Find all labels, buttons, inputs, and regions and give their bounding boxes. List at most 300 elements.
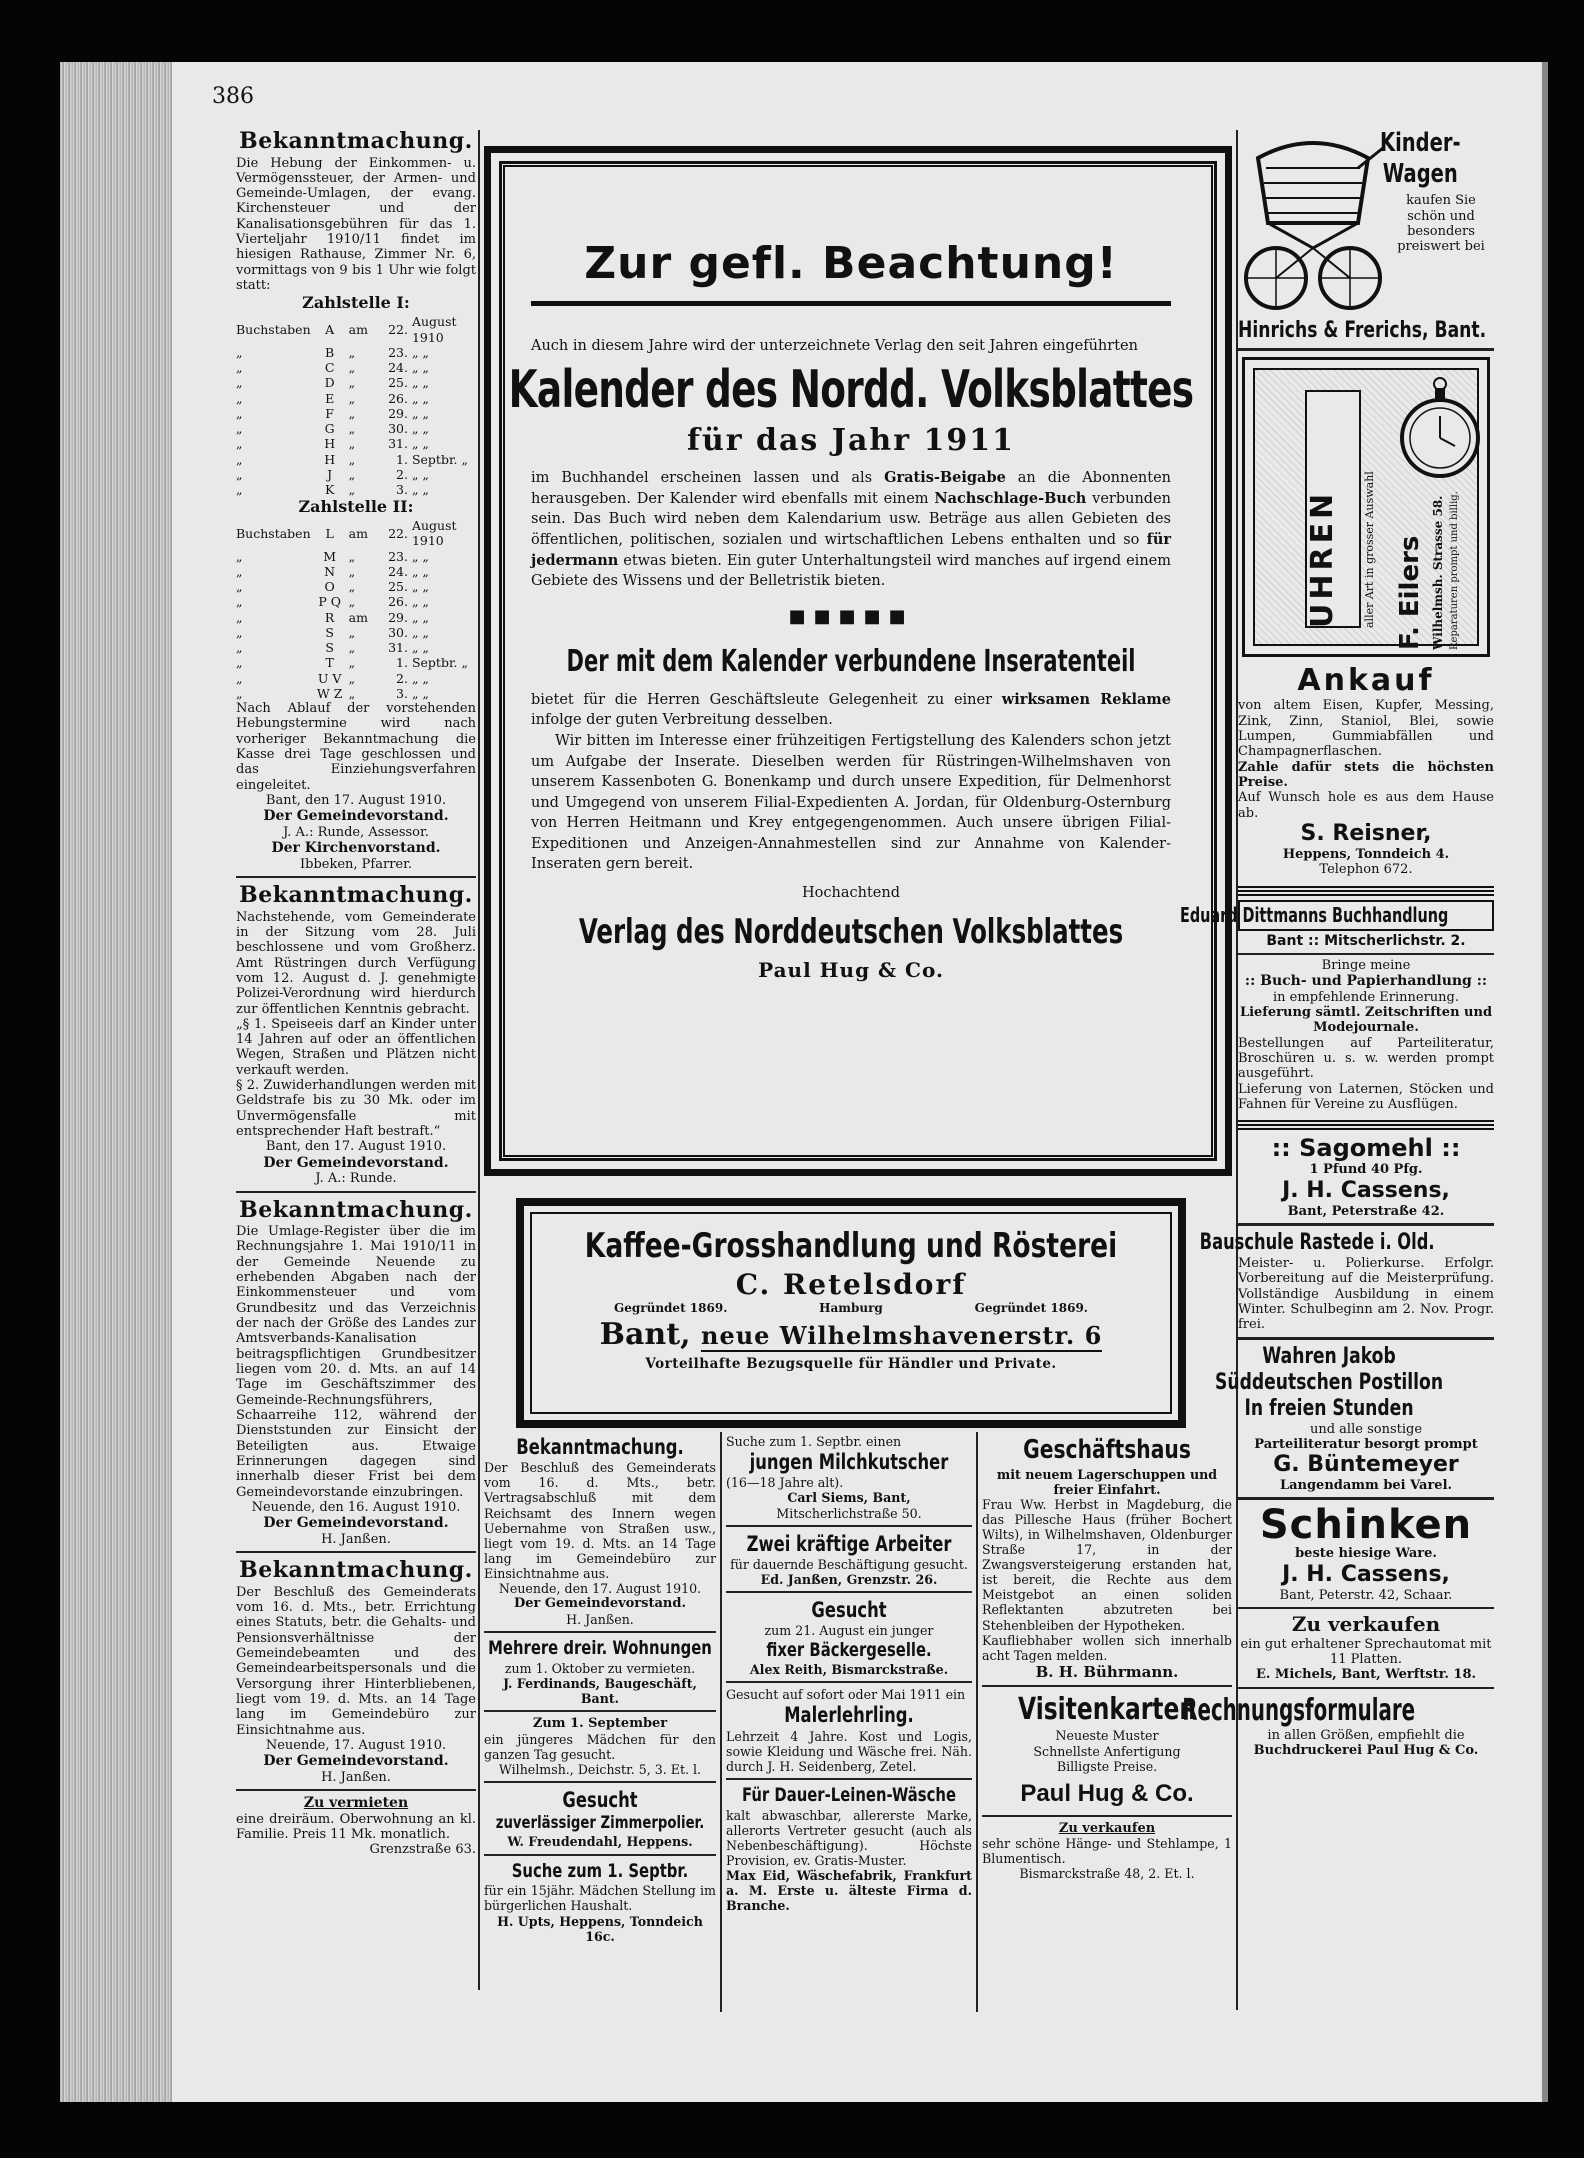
ad-title: Zum 1. September — [532, 1716, 668, 1732]
schedule-cell: August 1910 — [411, 518, 457, 549]
ad-title: Zu verkaufen — [1058, 1820, 1156, 1836]
divider — [236, 1551, 476, 1553]
schedule-cell: „ „ — [411, 390, 429, 406]
schedule-cell: „ — [348, 405, 356, 421]
notice-body: Der Beschluß des Gemeinderats vom 16. d. Mts., betr. Vertragsabschluß mit dem Reichsamt des Innern wegen Uebernahme von Straßen usw., liegt vom 19. d. Mts. an 14 Tage lang im Gemeindebüro zur Einsichtnahme aus. — [484, 1460, 716, 1582]
ad-maid-wanted — [484, 1716, 716, 1777]
divider — [484, 1710, 716, 1712]
schedule-cell: 31. — [388, 436, 408, 452]
notice-signer: H. Janßen. — [321, 1531, 391, 1547]
ad-body: kalt abwaschbar, allererste Marke, allerorts Vertreter gesucht (auch als Nebenbeschäftigung). Höchste Provision, ev. Gratis-Muster. — [726, 1807, 972, 1869]
notice-date: Bant, den 17. August 1910. — [265, 1139, 447, 1155]
ad-address: Wilhelmsh., Deichstr. 5, 3. Et. l. — [498, 1761, 702, 1777]
schedule-cell: W Z — [316, 685, 343, 701]
schedule-cell: U V — [317, 670, 342, 686]
schedule-row — [236, 579, 476, 594]
schedule-cell: „ „ — [411, 360, 429, 375]
ad-body: (16—18 Jahre alt). — [726, 1475, 844, 1491]
ad-title: jungen Milchkutscher — [749, 1450, 949, 1475]
ad-apartment-rent — [236, 1795, 476, 1858]
schedule-cell: 2. — [396, 466, 408, 482]
ad-position-wanted — [484, 1860, 716, 1944]
schedule-cell: „ — [348, 390, 356, 406]
schedule-cell: „ „ — [411, 466, 429, 482]
schedule-cell: „ — [236, 594, 243, 610]
schedule-cell: „ „ — [411, 563, 429, 579]
divider — [236, 1191, 476, 1193]
schedule-cell: C — [324, 360, 335, 375]
ad-line: Parteiliteratur besorgt prompt — [1254, 1436, 1478, 1452]
ad-address: Bant :: Mitscherlichstr. 2. — [1266, 933, 1466, 950]
divider — [236, 876, 476, 878]
ad-title: Zwei kräftige Arbeiter — [746, 1531, 952, 1556]
schedule-cell: „ — [348, 640, 356, 656]
ad-party-literature — [1215, 1343, 1494, 1494]
schedule-row — [236, 686, 476, 701]
ad-address: Bant, Peterstr. 42, Schaar. — [1279, 1587, 1453, 1603]
watch-word: UHREN — [1305, 489, 1340, 628]
ad-line: Lieferung sämtl. Zeitschriften und Modejournale. — [1239, 1004, 1493, 1036]
insert-section-headline: Der mit dem Kalender verbundene Inseratenteil — [566, 644, 1136, 680]
notice-title: Bekanntmachung. — [239, 1557, 473, 1584]
ad-line: in empfehlende Erinnerung. — [1273, 989, 1459, 1005]
schedule-cell: 26. — [388, 390, 408, 406]
ad-title: Schinken — [1259, 1502, 1473, 1549]
notice-tax-collection — [236, 128, 476, 872]
schedule-row — [236, 421, 476, 436]
text-span: infolge der guten Verbreitung desselben. — [531, 712, 833, 729]
notice-signer: H. Janßen. — [566, 1611, 634, 1627]
ad-line: Süddeutschen Postillon — [1215, 1369, 1444, 1395]
notice-outro: Nach Ablauf der vorstehenden Hebungstermine wird nach vorheriger Bekanntmachung die Kasse drei Tage geschlossen und das Einziehungsverfahren eingeleitet. — [236, 701, 476, 793]
divider — [236, 1789, 476, 1791]
ad-line: Buchdruckerei Paul Hug & Co. — [1253, 1743, 1479, 1759]
schedule-cell: 30. — [388, 421, 408, 436]
ad-title: Rechnungsformulare — [1182, 1692, 1416, 1728]
schedule-cell: „ — [236, 624, 243, 640]
schedule-cell: „ — [348, 563, 356, 579]
ad-body: Lehrzeit 4 Jahre. Kost und Logis, sowie Kleidung und Wäsche frei. Näh. durch J. H. Seidenberg, Zetel. — [726, 1728, 972, 1774]
schedule-cell: „ „ — [411, 670, 429, 686]
ad-milk-driver — [726, 1434, 972, 1521]
text-span: bietet für die Herren Geschäftsleute Gelegenheit zu einer — [531, 691, 993, 708]
notice-signature: Der Gemeindevorstand. — [263, 1154, 449, 1171]
schedule-cell: 30. — [388, 624, 408, 640]
ad-title: Suche zum 1. Septbr. — [511, 1859, 689, 1882]
schedule-cell: „ — [236, 655, 243, 671]
schedule-cell: „ „ — [411, 579, 429, 595]
ad-paragraph: Wir bitten im Interesse einer frühzeitigen Fertigstellung des Kalenders schon jetzt um Aufgabe der Inserate. Dieselben werden für Rüstringen-Wilhelmshaven von unserem Kassenboten G. Bonenkamp und durch unsere Expedition, für Delmenhorst und Umgegend von unserem Filial-Expedienten A. Jordan, für Oldenburg-Osternburg von Herren Heitmann und Krey entgegengenommen. Auch unsere übrigen Filial-Expeditionen und Anzeigen-Annahmestellen sind zur Annahme von Kalender-Inseraten gern bereit. — [531, 733, 1171, 873]
notice-levy-register — [236, 1197, 476, 1548]
schedule-row — [236, 594, 476, 609]
ad-body: Auf Wunsch hole es aus dem Hause ab. — [1238, 790, 1494, 821]
firm-name: Hinrichs & Frerichs, Bant. — [1238, 318, 1487, 343]
schedule-cell: „ — [236, 609, 243, 625]
notice-date: Neuende, 17. August 1910. — [265, 1737, 447, 1753]
schedule-cell: „ „ — [411, 594, 429, 610]
schedule-cell: „ „ — [411, 624, 429, 640]
sub-line: in grosser Auswahl — [1363, 471, 1376, 578]
schedule-cell: „ — [236, 421, 243, 436]
schedule-cell: „ „ — [411, 344, 429, 360]
ad-body: Kaufliebhaber wollen sich innerhalb acht Tagen melden. — [982, 1632, 1232, 1663]
schedule-cell: 23. — [388, 548, 408, 564]
schedule-cell: Buchstaben — [236, 525, 311, 541]
schedule-cell: „ — [236, 563, 243, 579]
ad-firm: Ed. Janßen, Grenzstr. 26. — [760, 1572, 938, 1588]
notice-paragraph: „§ 1. Speiseeis darf an Kinder unter 14 Jahren auf oder an öffentlichen Wegen, Straßen und Plätzen nicht verkauft werden. — [236, 1016, 476, 1078]
ad-firm: Max Eid, Wäschefabrik, Frankfurt a. M. Erste u. älteste Firma d. Branche. — [726, 1868, 972, 1914]
ad-sago-flour — [1238, 1134, 1494, 1219]
ad-body: Frau Ww. Herbst in Magdeburg, die das Pillesche Haus (früher Bochert Wilts), in Wilhelmshaven, Oldenburger Straße 17, in der Zwangsversteigerung erstanden hat, ist bereit, die Rechte aus dem Meistgebot an einen soliden Reflektanten abzutreten bei Stehenbleiben der Hypotheken. — [982, 1496, 1232, 1633]
ad-firm: J. H. Cassens, — [1282, 1177, 1450, 1203]
divider — [982, 1815, 1232, 1817]
notice-title: Bekanntmachung. — [516, 1435, 684, 1459]
schedule-cell: „ — [348, 594, 356, 610]
ad-firm: Paul Hug & Co. — [1020, 1779, 1194, 1807]
schedule-row — [236, 625, 476, 640]
ad-pre: Gesucht auf sofort oder Mai 1911 ein — [726, 1687, 966, 1703]
schedule-cell: L — [325, 525, 334, 541]
schedule-cell: „ „ — [411, 405, 429, 421]
ad-body: ein gut erhaltener Sprechautomat mit 11 Platten. — [1240, 1636, 1492, 1667]
schedule-cell: „ — [348, 624, 356, 640]
lower-column-2 — [484, 1434, 716, 1944]
schedule-cell: S — [325, 624, 334, 640]
schedule-cell: „ — [348, 344, 356, 360]
schedule-cell: „ — [236, 405, 243, 421]
schedule-cell: 25. — [388, 375, 408, 391]
schedule-cell: 22. — [388, 525, 408, 541]
ad-body: von altem Eisen, Kupfer, Messing, Zink, Zinn, Staniol, Blei, sowie Lumpen, Gummiabfällen und Champagnerflaschen. — [1238, 698, 1494, 760]
ad-paragraph: Auch in diesem Jahre wird der unterzeichnete Verlag den seit Jahren eingeführten — [531, 338, 1138, 355]
ad-workers — [726, 1531, 972, 1587]
schedule-cell: O — [324, 579, 335, 595]
schedule-cell: „ — [236, 640, 243, 656]
notice-signature: Der Gemeindevorstand. — [263, 1515, 449, 1532]
schedule-cell: „ — [236, 466, 243, 482]
calendar-year: für das Jahr 1911 — [687, 422, 1015, 458]
ad-title: Zu vermieten — [303, 1795, 409, 1812]
ad-scrap-purchase — [1238, 663, 1494, 878]
schedule-cell: „ „ — [411, 685, 429, 701]
divider — [484, 1631, 716, 1633]
ad-title: Kinder- — [1379, 128, 1461, 158]
ad-subtitle: zuverlässiger Zimmerpolier. — [495, 1813, 705, 1834]
notice-paragraph: § 2. Zuwiderhandlungen werden mit Geldstrafe bis zu 30 Mk. oder im Unvermögensfalle mit entsprechender Haft bestraft.“ — [236, 1078, 476, 1140]
notice-title: Bekanntmachung. — [239, 128, 473, 154]
notice-title: Bekanntmachung. — [239, 1196, 473, 1223]
text-span: verbunden sein. Das Buch wird neben dem Kalendarium usw. Beträge aus allen Gebieten des öffentlichen, politischen, sozialen und wirtschaftlichen Lebens enthalten und so — [531, 490, 1172, 548]
pocket-watch-icon — [1395, 376, 1485, 486]
bold-span: Gratis-Beigabe — [884, 469, 1006, 487]
closing: Hochachtend — [802, 885, 900, 902]
ad-body: für ein 15jähr. Mädchen Stellung im bürgerlichen Haushalt. — [484, 1883, 716, 1914]
notice-date: Neuende, den 17. August 1910. — [498, 1581, 702, 1597]
book-page-edges — [60, 62, 172, 2102]
bold-span: Nachschlage-Buch — [934, 489, 1087, 507]
ad-bookshop — [1180, 900, 1494, 1113]
schedule-cell: Buchstaben — [236, 321, 311, 337]
ad-subtitle: beste hiesige Ware. — [1295, 1546, 1437, 1562]
publisher-firm: Paul Hug & Co. — [758, 957, 944, 982]
ad-firm: Alex Reith, Bismarckstraße. — [749, 1662, 949, 1678]
bold-span: wirksamen Reklame — [1001, 690, 1172, 708]
schedule-cell: „ „ — [411, 482, 429, 497]
notice-signature: Der Gemeindevorstand. — [263, 808, 449, 825]
ad-ham — [1238, 1504, 1494, 1603]
divider — [484, 1854, 716, 1856]
schedule-cell: „ — [348, 548, 356, 564]
notice-signer: J. A.: Runde, Assessor. — [283, 824, 429, 840]
lower-column-4 — [982, 1434, 1232, 1881]
schedule-row — [236, 360, 476, 375]
firm-name: C. Retelsdorf — [735, 1268, 967, 1301]
schedule-cell: „ — [236, 360, 243, 375]
ad-prams — [1238, 128, 1494, 318]
schedule-cell: „ „ — [411, 421, 429, 436]
ad-address: Mitscherlichstraße 50. — [776, 1505, 922, 1521]
schedule-row — [236, 564, 476, 579]
ad-lamps-sale — [982, 1821, 1232, 1882]
divider — [1238, 1497, 1494, 1500]
ad-line: Neueste Muster — [1055, 1728, 1159, 1744]
divider — [726, 1681, 972, 1683]
payment-office-title: Zahlstelle I: — [302, 293, 410, 313]
notice-ice-cream-ordinance — [236, 882, 476, 1187]
ad-firm: J. Ferdinands, Baugeschäft, Bant. — [503, 1675, 697, 1706]
schedule-row — [236, 482, 476, 497]
ad-firm: J. H. Cassens, — [1282, 1561, 1450, 1587]
notice-signature: Der Gemeindevorstand. — [263, 1753, 449, 1770]
schedule-cell: 23. — [388, 344, 408, 360]
bold-span: für jedermann — [531, 530, 1171, 569]
schedule-row — [236, 671, 476, 686]
schedule-cell: P Q — [318, 594, 341, 610]
ad-address: Langendamm bei Varel. — [1279, 1478, 1453, 1494]
schedule-cell: am — [348, 525, 368, 541]
divider — [484, 1781, 716, 1783]
ad-title: Ankauf — [1297, 662, 1435, 698]
schedule-row — [236, 655, 476, 670]
ad-title: Malerlehrling. — [784, 1703, 914, 1728]
ad-line: Bringe meine — [1321, 957, 1411, 973]
ad-title: Bauschule Rastede i. Old. — [1199, 1230, 1435, 1256]
schedule-cell: 31. — [388, 640, 408, 656]
ad-building-school — [1199, 1230, 1494, 1333]
schedule-row — [236, 314, 476, 345]
ad-invoice-forms — [1182, 1692, 1494, 1759]
ad-subtitle: fixer Bäckergeselle. — [766, 1638, 932, 1661]
column-divider — [478, 130, 480, 1990]
bookshop-frame — [1180, 900, 1494, 932]
ad-body: für dauernde Beschäftigung gesucht. — [730, 1556, 968, 1572]
ad-content — [508, 233, 1194, 984]
schedule-cell: S — [325, 640, 334, 656]
ad-price: 1 Pfund 40 Pfg. — [1309, 1162, 1423, 1178]
schedule-cell: 1. — [396, 451, 408, 467]
page-number: 386 — [212, 84, 254, 109]
city-label: Hamburg — [819, 1300, 883, 1315]
watch-repair: Reparaturen prompt und billig. — [1449, 491, 1460, 650]
ad-title: Für Dauer-Leinen-Wäsche — [741, 1784, 957, 1807]
ad-firm: B. H. Bührmann. — [1035, 1662, 1179, 1681]
ad-footer: Vorteilhafte Bezugsquelle für Händler und Private. — [645, 1355, 1057, 1372]
ad-title: Mehrere dreir. Wohnungen — [488, 1636, 712, 1659]
schedule-cell: „ — [236, 344, 243, 360]
ad-body: ein jüngeres Mädchen für den ganzen Tag gesucht. — [484, 1731, 716, 1762]
ad-title: Wagen — [1382, 158, 1458, 189]
notice-signature: Der Kirchenvorstand. — [271, 840, 441, 857]
ad-painter-apprentice — [726, 1687, 972, 1774]
ad-title: Eduard Dittmanns Buchhandlung — [1180, 902, 1449, 927]
notice-signer: Ibbeken, Pfarrer. — [299, 856, 413, 872]
text-span: an die Abonnenten herausgeben. Der Kalender wird ebenfalls mit einem — [531, 470, 1172, 507]
schedule-cell: „ — [348, 655, 356, 671]
ad-line: in allen Größen, empfiehlt die — [1267, 1728, 1465, 1744]
ad-highlight: Zahle dafür stets die höchsten Preise. — [1238, 759, 1494, 790]
schedule-cell: D — [324, 375, 335, 391]
ad-foreman-wanted — [484, 1787, 716, 1850]
notice-signer: J. A.: Runde. — [315, 1171, 397, 1187]
banner-rule — [1238, 886, 1494, 896]
place: Bant, — [599, 1316, 691, 1352]
ad-body: kaufen Sie schön und besonders preiswert bei — [1397, 193, 1485, 255]
divider — [1238, 953, 1494, 955]
schedule-cell: A — [325, 321, 335, 337]
schedule-cell: „ — [348, 375, 356, 391]
notice-title: Bekanntmachung. — [239, 882, 473, 909]
watch-sub — [1363, 408, 1376, 628]
ad-line: Wahren Jakob — [1262, 1343, 1396, 1369]
schedule-cell: R — [324, 609, 335, 625]
ad-address: Bismarckstraße 48, 2. Et. l. — [1019, 1866, 1195, 1882]
divider — [1238, 1223, 1494, 1226]
ad-headline: Kaffee-Grosshandlung und Rösterei — [584, 1226, 1118, 1266]
schedule-cell: „ — [348, 360, 356, 375]
schedule-row — [236, 518, 476, 549]
schedule-cell: H — [324, 451, 336, 467]
text-span: im Buchhandel erscheinen lassen und als — [531, 470, 873, 487]
schedule-row — [236, 375, 476, 390]
schedule-row — [236, 345, 476, 360]
divider — [1238, 1607, 1494, 1609]
ad-title: :: Sagomehl :: — [1271, 1134, 1461, 1163]
ad-firm: H. Upts, Heppens, Tonndeich 16c. — [497, 1913, 703, 1944]
schedule-cell: „ — [348, 670, 356, 686]
notice-signer: H. Janßen. — [321, 1769, 391, 1785]
divider — [726, 1778, 972, 1780]
schedule-cell: 2. — [396, 670, 408, 686]
schedule-cell: „ „ — [411, 436, 429, 452]
schedule-cell: 1. — [396, 655, 408, 671]
schedule-cell: „ — [236, 390, 243, 406]
ad-apartments — [484, 1637, 716, 1706]
street: neue Wilhelmshavenerstr. 6 — [701, 1320, 1103, 1350]
schedule-cell: „ „ — [411, 548, 429, 564]
schedule-row — [236, 640, 476, 655]
ad-body: zum 1. Oktober zu vermieten. — [504, 1660, 696, 1676]
divider — [1238, 348, 1494, 351]
schedule-cell: „ — [236, 579, 243, 595]
ad-firm: G. Büntemeyer — [1273, 1452, 1459, 1478]
text-span: etwas bieten. Ein guter Unterhaltungsteil wird manches auf irgend einem Gebiete des Wissens und der Belletristik bieten. — [531, 552, 1171, 590]
ad-pre: Suche zum 1. Septbr. einen — [726, 1434, 902, 1449]
schedule-cell: 25. — [388, 579, 408, 595]
ad-line: und alle sonstige — [1309, 1421, 1423, 1437]
schedule-cell: N — [324, 563, 336, 579]
calendar-title: Kalender des Nordd. Volksblattes — [508, 360, 1194, 421]
schedule-cell: „ — [348, 482, 356, 497]
ad-line: In freien Stunden — [1244, 1395, 1414, 1421]
schedule-row — [236, 436, 476, 451]
schedule-cell: „ — [348, 421, 356, 436]
schedule-cell: „ — [236, 375, 243, 391]
divider — [726, 1525, 972, 1527]
schedule-row — [236, 610, 476, 625]
schedule-cell: Septbr. „ — [411, 655, 468, 671]
divider — [1238, 1337, 1494, 1340]
sub-line: aller Art — [1363, 581, 1376, 628]
page-right-edge — [1542, 62, 1548, 2102]
notice-date: Neuende, den 16. August 1910. — [251, 1500, 461, 1516]
notice-body: Der Beschluß des Gemeinderats vom 16. d. Mts., betr. Errichtung eines Statuts, betr. die Gehalts- und Pensionsverhältnisse der Gemeindebeamten und des Gemeindearbeitspersonals und die Versorgung ihrer Hinterbliebenen, liegt vom 19. d. Mts. an 14 Tage lang im Gemeindebüro zur Einsichtnahme aus. — [236, 1584, 476, 1738]
notice-body: Nachstehende, vom Gemeinderate in der Sitzung vom 28. Juli beschlossene und vom Großherz. Amt Rüstringen durch Verfügung vom 12. August d. J. genehmigte Polizei-Verordnung wird hierdurch zur öffentlichen Kenntnis gebracht. — [236, 909, 476, 1017]
schedule-cell: „ — [348, 436, 356, 452]
banner-rule — [1238, 1120, 1494, 1130]
left-column — [236, 128, 476, 1858]
schedule-cell: 22. — [388, 321, 408, 337]
divider — [982, 1685, 1232, 1687]
ad-body: sehr schöne Hänge- und Stehlampe, 1 Blumentisch. — [982, 1836, 1232, 1867]
ad-headline: Zur gefl. Beachtung! — [584, 238, 1118, 289]
schedule-cell: „ — [236, 685, 243, 701]
schedule-cell: „ — [348, 579, 356, 595]
schedule-cell: August 1910 — [411, 314, 457, 345]
schedule-cell: F — [325, 405, 334, 421]
schedule-cell: Septbr. „ — [411, 451, 468, 467]
schedule-cell: „ „ — [411, 375, 429, 391]
schedule-cell: „ — [236, 436, 243, 452]
ad-gramophone-sale — [1238, 1613, 1494, 1683]
schedule-cell: „ „ — [411, 609, 429, 625]
ad-body: eine dreiräum. Oberwohnung an kl. Familie. Preis 11 Mk. monatlich. — [236, 1811, 476, 1842]
ad-watches — [1242, 357, 1490, 657]
ad-address: E. Michels, Bant, Werftstr. 18. — [1255, 1667, 1477, 1683]
ad-line: Bestellungen auf Parteiliteratur, Broschüren u. s. w. werden prompt ausgeführt. — [1238, 1035, 1494, 1082]
publisher-name: Verlag des Norddeutschen Volksblattes — [578, 911, 1124, 952]
schedule-cell: 24. — [388, 360, 408, 375]
schedule-cell: „ — [236, 482, 243, 497]
notice-pension-statute — [236, 1557, 476, 1785]
ad-body: zum 21. August ein junger — [764, 1623, 934, 1639]
notice-intro: Die Hebung der Einkommen- u. Vermögenssteuer, der Armen- und Gemeinde-Umlagen, der evang. Kirchensteuer und der Kanalisationsgebühren für das 1. Vierteljahr 1910/11 findet im hiesigen Rathause, Zimmer Nr. 6, vormittags von 9 bis 1 Uhr wie folgt statt: — [236, 155, 476, 294]
schedule-cell: 3. — [396, 685, 408, 701]
ad-line: Schnellste Anfertigung — [1033, 1743, 1181, 1759]
schedule-cell: K — [324, 482, 335, 497]
ad-linen — [726, 1784, 972, 1914]
watch-firm: F. Eilers — [1395, 535, 1425, 650]
ad-subtitle: mit neuem Lagerschuppen und freier Einfahrt. — [996, 1466, 1218, 1497]
ad-paragraph — [531, 690, 1171, 731]
ad-title: Visitenkarten — [1017, 1691, 1196, 1727]
ad-address: Bant, Peterstraße 42. — [1287, 1203, 1445, 1219]
schedule-cell: E — [325, 390, 335, 406]
payment-schedule-2 — [236, 518, 476, 701]
schedule-cell: am — [348, 609, 368, 625]
ad-firm: W. Freudendahl, Heppens. — [507, 1834, 693, 1850]
schedule-cell: 3. — [396, 482, 408, 497]
